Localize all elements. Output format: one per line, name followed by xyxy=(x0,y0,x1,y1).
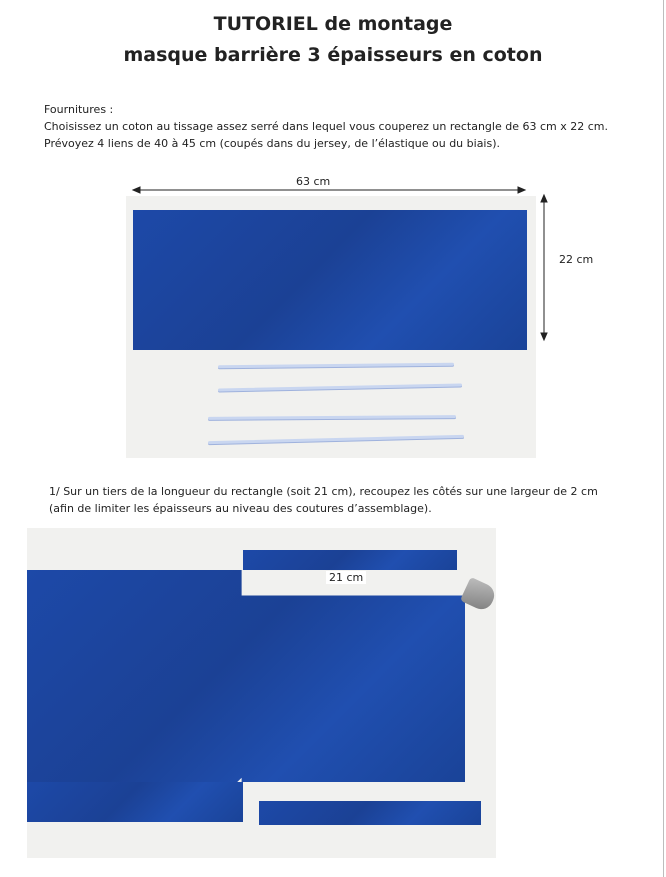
cut-strip-bottom xyxy=(259,801,481,825)
height-label: 22 cm xyxy=(559,253,594,266)
cut-strip-top xyxy=(243,550,457,570)
page-subtitle: masque barrière 3 épaisseurs en coton xyxy=(123,44,543,66)
strip-length-label: 21 cm xyxy=(326,571,366,584)
width-label: 63 cm xyxy=(296,175,331,188)
supplies-heading: Fournitures : xyxy=(44,103,114,116)
step1-line-1: 1/ Sur un tiers de la longueur du rectangle (soit 21 cm), recoupez les côtés sur une largeur de 2 cm xyxy=(49,485,598,498)
scissors-icon xyxy=(460,577,498,613)
supplies-line-1: Choisissez un coton au tissage assez serré dans lequel vous couperez un rectangle de 63 cm x 22 cm. xyxy=(44,120,608,133)
step1-line-2: (afin de limiter les épaisseurs au niveau des coutures d’assemblage). xyxy=(49,502,432,515)
page-title: TUTORIEL de montage xyxy=(213,13,453,35)
cut-fabric-photo xyxy=(27,528,496,858)
fabric-body-lower xyxy=(27,782,243,822)
fabric-body xyxy=(27,570,465,782)
supplies-line-2: Prévoyez 4 liens de 40 à 45 cm (coupés dans du jersey, de l’élastique ou du biais). xyxy=(44,137,501,150)
